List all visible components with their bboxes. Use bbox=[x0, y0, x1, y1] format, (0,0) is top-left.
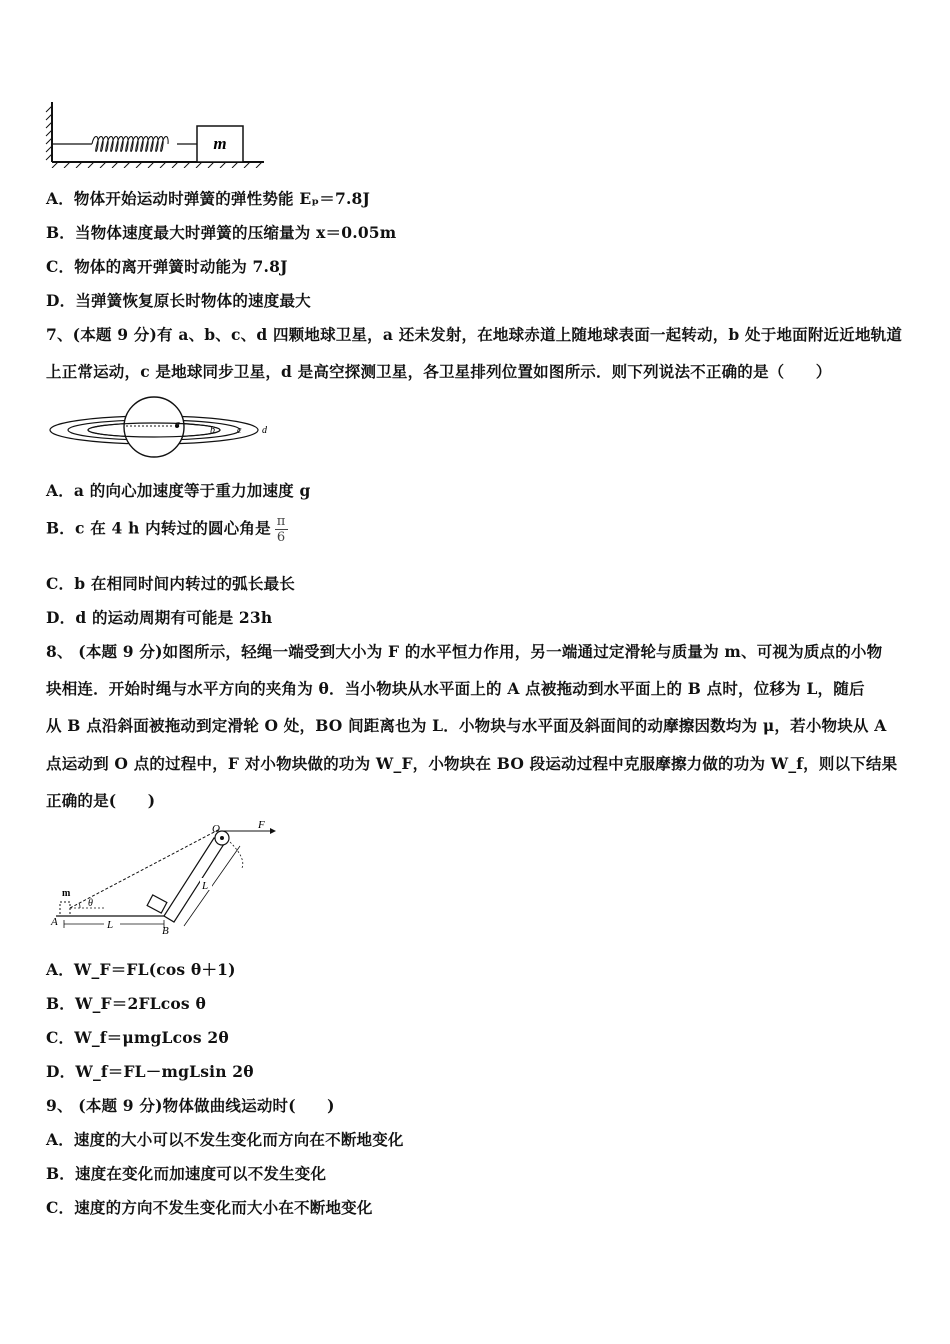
satellite-orbits-figure bbox=[46, 396, 276, 462]
label-a: a bbox=[175, 419, 180, 430]
q9-option-c: C．速度的方向不发生变化而大小在不断地变化 bbox=[46, 1198, 373, 1217]
q8-stem-line4: 点运动到 O 点的过程中，F 对小物块做的功为 W_F，小物块在 BO 段运动过程中克服摩擦力做的功为 W_f，则以下结果 bbox=[46, 754, 898, 773]
label-d: d bbox=[262, 425, 267, 436]
q9-option-a: A．速度的大小可以不发生变化而方向在不断地变化 bbox=[46, 1130, 404, 1149]
q6-option-a: A．物体开始运动时弹簧的弹性势能 Eₚ＝7.8J bbox=[46, 189, 371, 208]
label-L-horizontal: L bbox=[107, 919, 114, 931]
pulley-incline-figure bbox=[46, 818, 282, 940]
label-A: A bbox=[51, 916, 58, 928]
frac-den: 6 bbox=[276, 530, 286, 545]
frac-num: π bbox=[276, 514, 286, 529]
q7-option-b bbox=[46, 514, 288, 545]
pi-over-6-fraction bbox=[275, 514, 288, 545]
q7-option-d: D．d 的运动周期有可能是 23h bbox=[46, 608, 273, 627]
label-theta: θ bbox=[88, 898, 93, 909]
label-L-incline: L bbox=[202, 880, 209, 892]
q9-option-b: B．速度在变化而加速度可以不发生变化 bbox=[46, 1164, 327, 1183]
q9-stem: 9、 (本题 9 分)物体做曲线运动时( ) bbox=[46, 1096, 335, 1115]
label-b: b bbox=[210, 425, 215, 436]
q8-option-d: D．W_f＝FL－mgLsin 2θ bbox=[46, 1062, 254, 1081]
spring-coil bbox=[92, 137, 168, 152]
q8-stem-line3: 从 B 点沿斜面被拖动到定滑轮 O 处，BO 间距离也为 L．小物块与水平面及斜面间的动摩擦因数均为 μ，若小物块从 A bbox=[46, 716, 887, 735]
label-F: F bbox=[258, 819, 265, 831]
q6-option-d: D．当弹簧恢复原长时物体的速度最大 bbox=[46, 291, 311, 310]
q7-option-a: A．a 的向心加速度等于重力加速度 g bbox=[46, 481, 311, 500]
label-c: c bbox=[237, 425, 242, 436]
block-label: m bbox=[213, 134, 227, 153]
q7-stem-line1: 7、(本题 9 分)有 a、b、c、d 四颗地球卫星，a 还未发射，在地球赤道上随地球表面一起转动，b 处于地面附近近地轨道 bbox=[46, 325, 903, 344]
q7-stem-line2: 上正常运动，c 是地球同步卫星，d 是高空探测卫星，各卫星排列位置如图所示．则下列说法不正确的是（ ） bbox=[46, 362, 832, 381]
q6-option-b: B．当物体速度最大时弹簧的压缩量为 x＝0.05m bbox=[46, 223, 397, 242]
spring-block-figure bbox=[44, 100, 268, 168]
q6-option-c: C．物体的离开弹簧时动能为 7.8J bbox=[46, 257, 288, 276]
q7-option-b-text: B．c 在 4 h 内转过的圆心角是 bbox=[46, 518, 271, 538]
q8-option-c: C．W_f＝μmgLcos 2θ bbox=[46, 1028, 229, 1047]
label-B: B bbox=[162, 925, 169, 937]
q8-stem-line5: 正确的是( ) bbox=[46, 791, 156, 810]
q8-stem-line1: 8、 (本题 9 分)如图所示，轻绳一端受到大小为 F 的水平恒力作用，另一端通过定滑轮与质量为 m、可视为质点的小物 bbox=[46, 642, 883, 661]
q7-option-c: C．b 在相同时间内转过的弧长最长 bbox=[46, 574, 295, 593]
label-m: m bbox=[62, 888, 71, 899]
q8-option-b: B．W_F＝2FLcos θ bbox=[46, 994, 206, 1013]
q8-option-a: A．W_F＝FL(cos θ＋1) bbox=[46, 960, 236, 979]
label-O: O bbox=[212, 823, 220, 835]
q8-stem-line2: 块相连．开始时绳与水平方向的夹角为 θ．当小物块从水平面上的 A 点被拖动到水平面上的 B 点时，位移为 L，随后 bbox=[46, 679, 865, 698]
